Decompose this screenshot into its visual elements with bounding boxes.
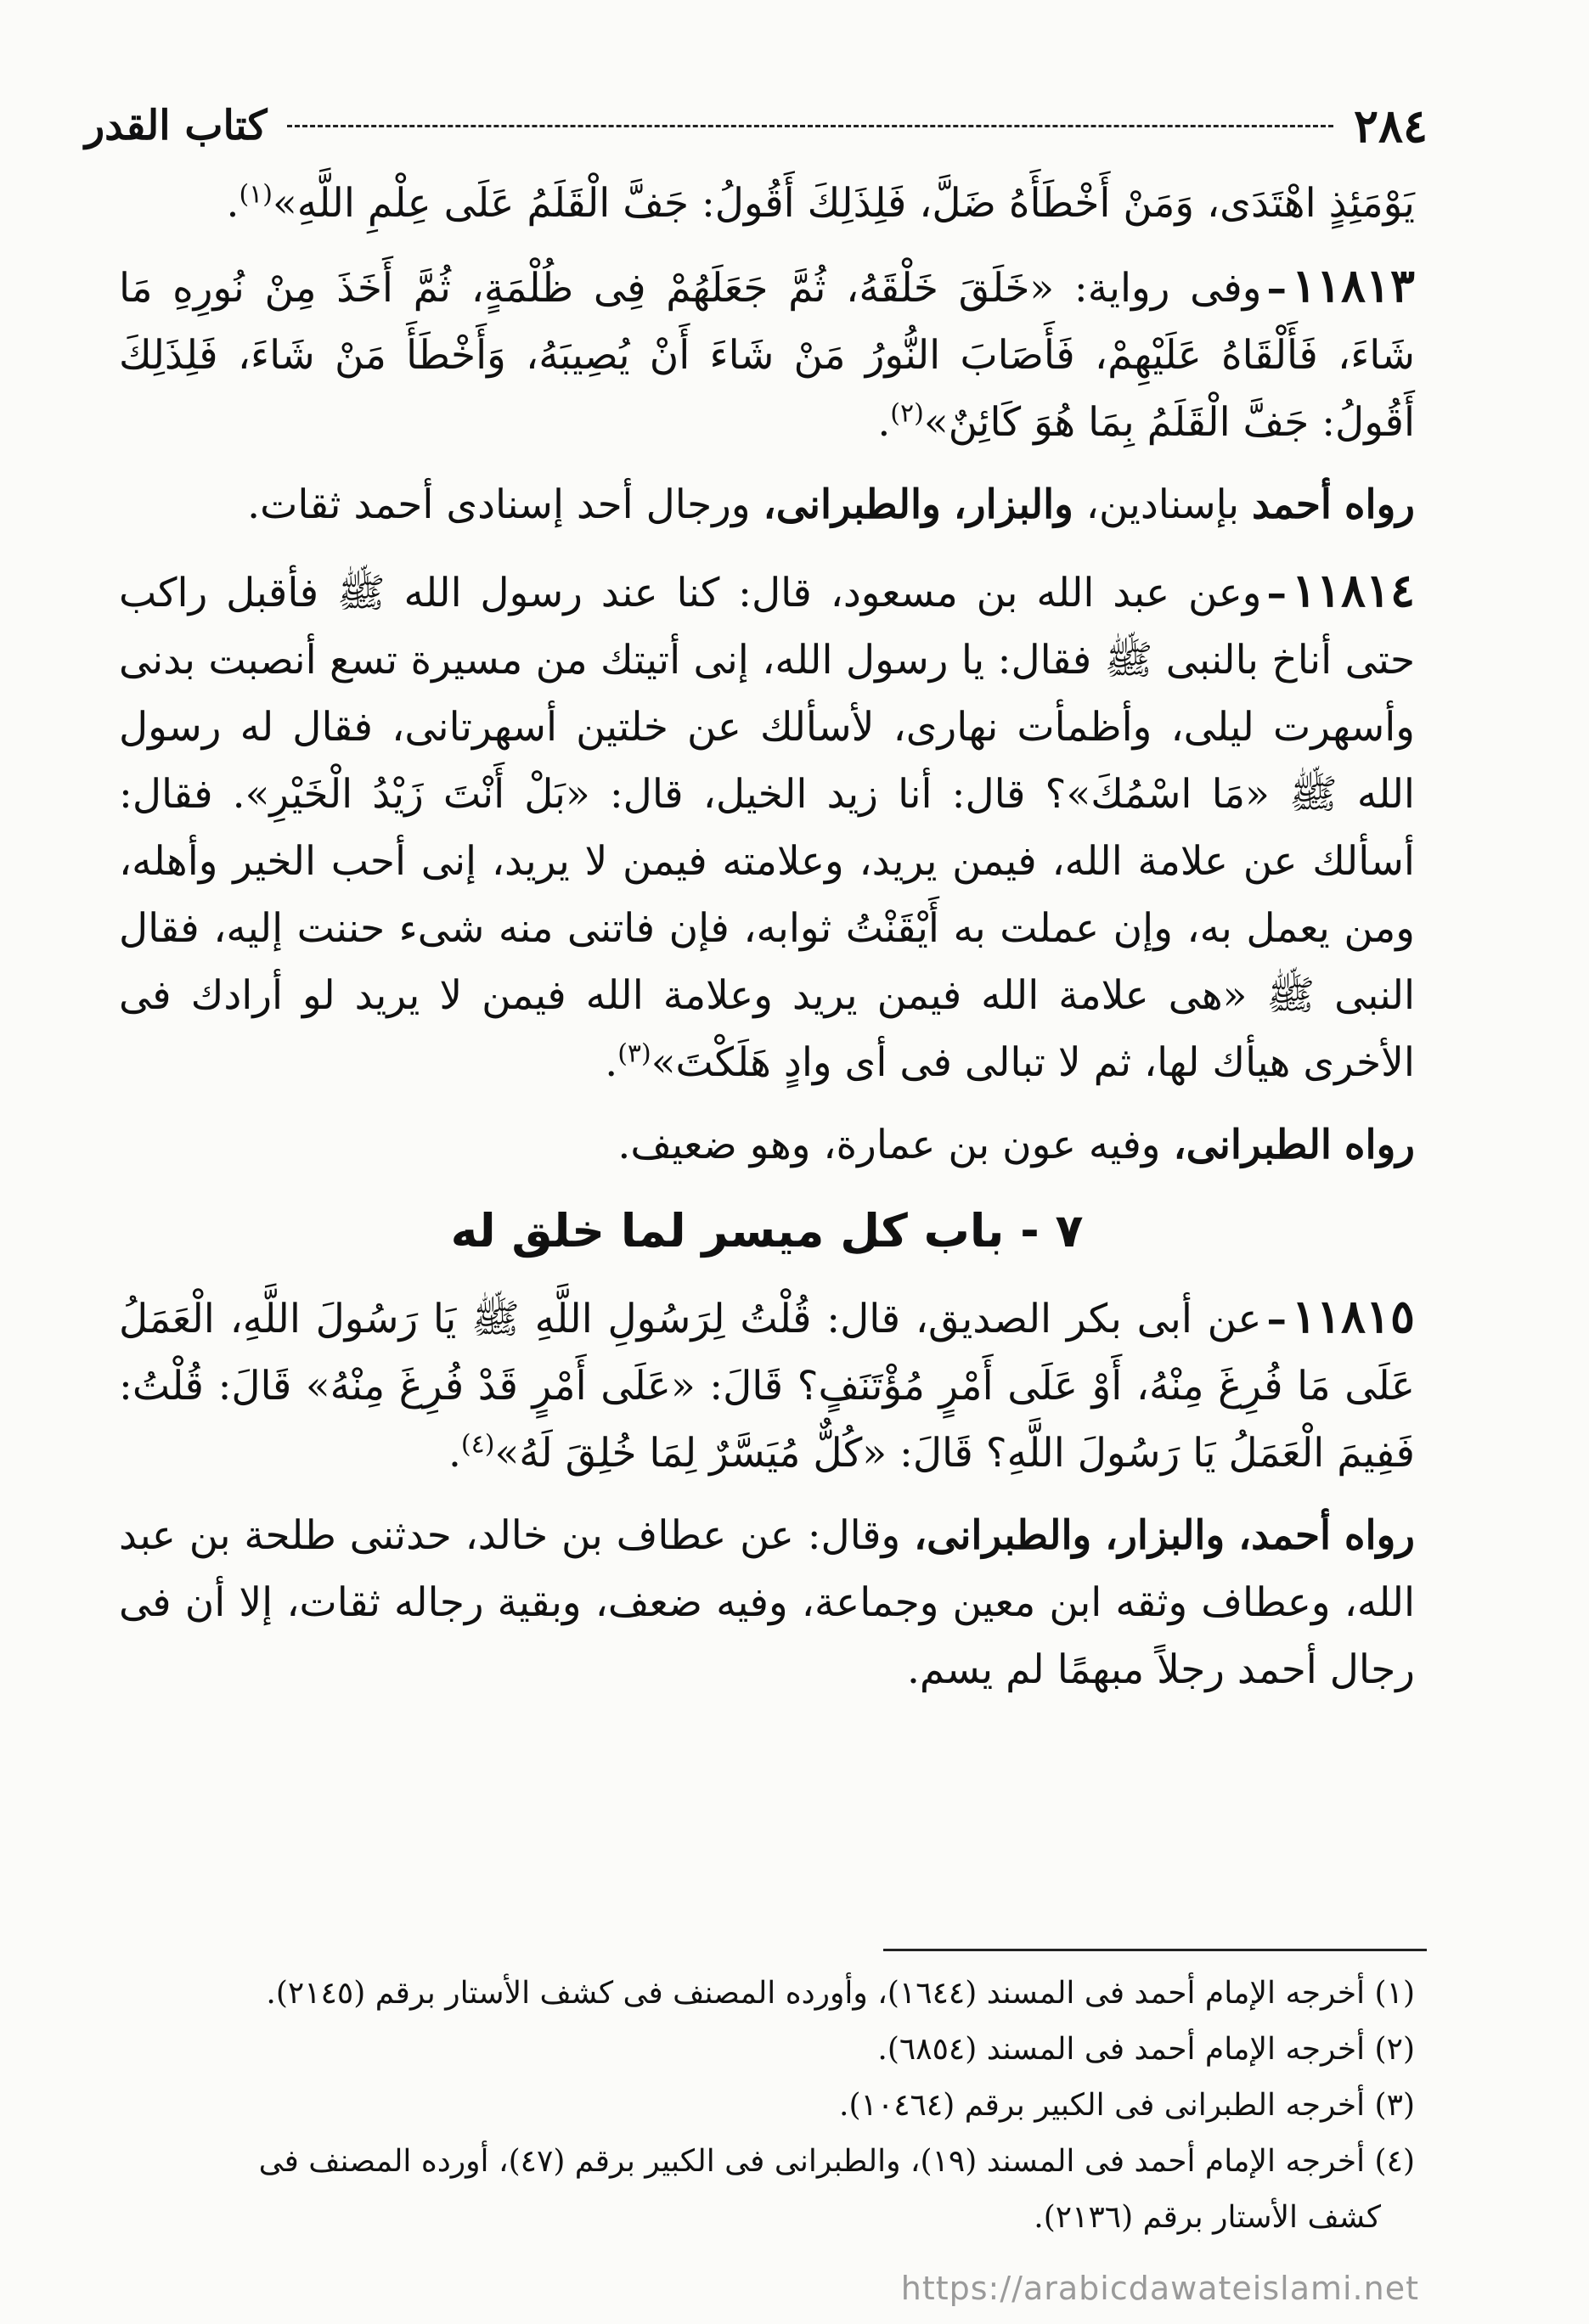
- footnote-1: (١) أخرجه الإمام أحمد فى المسند (١٦٤٤)، وأورده المصنف فى كشف الأستار برقم (٢١٤٥).: [266, 1976, 1415, 2011]
- page-number: ٢٨٤: [1353, 98, 1428, 153]
- watermark: https://arabicdawateislami.net: [900, 2270, 1419, 2307]
- section-heading: ٧ - باب كل ميسر لما خلق له: [450, 1204, 1084, 1258]
- hadith-text: عن أبى بكر الصديق، قال: قُلْتُ لِرَسُولِ اللَّهِ ﷺ يَا رَسُولَ اللَّهِ، الْعَمَلُ عَلَى مَا فُرِغَ مِنْهُ، أَوْ عَلَى أَمْرٍ مُؤْتَنَفٍ؟ قَالَ: «عَلَى أَمْرٍ قَدْ فُرِغَ مِنْهُ» قَالَ: قُلْتُ: فَفِيمَ الْعَمَلُ يَا رَسُولَ اللَّهِ؟ قَالَ: «كُلٌّ مُيَسَّرٌ لِمَا خُلِقَ لَهُ»: [119, 1296, 1415, 1477]
- narration-label: رواه: [1344, 481, 1415, 528]
- footnote-ref: (٣): [617, 1038, 651, 1069]
- narrator-name: أحمد: [1252, 481, 1332, 528]
- narration-note-3: [119, 1502, 1415, 1703]
- narration-note-2: [119, 1111, 1415, 1179]
- hadith-number: ١١٨١٤: [1291, 563, 1415, 617]
- hadith-11815: ١١٨١٥–عن أبى بكر الصديق، قال: قُلْتُ لِرَسُولِ اللَّهِ ﷺ يَا رَسُولَ اللَّهِ، الْعَمَلُ عَلَى مَا فُرِغَ مِنْهُ، أَوْ عَلَى أَمْرٍ مُؤْتَنَفٍ؟ قَالَ: «عَلَى أَمْرٍ قَدْ فُرِغَ مِنْهُ» قَالَ: قُلْتُ: فَفِيمَ الْعَمَلُ يَا رَسُولَ اللَّهِ؟ قَالَ: «كُلٌّ مُيَسَّرٌ لِمَا خُلِقَ لَهُ»$^{(٤)}$.: [119, 1289, 1415, 1477]
- narrator-name: والطبرانى،: [763, 481, 941, 528]
- narrator-name: والبزار،: [953, 481, 1073, 528]
- narrator-name: والطبرانى،: [913, 1512, 1092, 1559]
- continued-hadith: يَوْمَئِذٍ اهْتَدَى، وَمَنْ أَخْطَأَهُ ضَلَّ، فَلِذَلِكَ أَقُولُ: جَفَّ الْقَلَمُ عَلَى عِلْمِ اللَّهِ»$^{(١)}$.: [226, 179, 1415, 227]
- main-text: [119, 170, 1415, 1722]
- narrator-name: أحمد،: [1237, 1512, 1332, 1559]
- hadith-number: ١١٨١٥: [1291, 1289, 1415, 1343]
- narration-label: رواه: [1344, 1512, 1415, 1559]
- hadith-text: يَوْمَئِذٍ اهْتَدَى، وَمَنْ أَخْطَأَهُ ضَلَّ، فَلِذَلِكَ أَقُولُ: جَفَّ الْقَلَمُ عَلَى عِلْمِ اللَّهِ»: [273, 180, 1415, 227]
- hadith-text: وفى رواية: «خَلَقَ خَلْقَهُ، ثُمَّ جَعَلَهُمْ فِى ظُلْمَةٍ، ثُمَّ أَخَذَ مِنْ نُورِهِ مَا شَاءَ، فَأَلْقَاهُ عَلَيْهِمْ، فَأَصَابَ النُّورُ مَنْ شَاءَ أَنْ يُصِيبَهُ، وَأَخْطَأَ مَنْ شَاءَ، فَلِذَلِكَ أَقُولُ: جَفَّ الْقَلَمُ بِمَا هُوَ كَائِنٌ»: [119, 265, 1415, 446]
- hadith-11813: ١١٨١٣–وفى رواية: «خَلَقَ خَلْقَهُ، ثُمَّ جَعَلَهُمْ فِى ظُلْمَةٍ، ثُمَّ أَخَذَ مِنْ نُورِهِ مَا شَاءَ، فَأَلْقَاهُ عَلَيْهِمْ، فَأَصَابَ النُّورُ مَنْ شَاءَ أَنْ يُصِيبَهُ، وَأَخْطَأَ مَنْ شَاءَ، فَلِذَلِكَ أَقُولُ: جَفَّ الْقَلَمُ بِمَا هُوَ كَائِنٌ»$^{(٢)}$.: [119, 258, 1415, 446]
- footnote-4-line-2: كشف الأستار برقم (٢١٣٦).: [1034, 2200, 1381, 2235]
- header-rule: [287, 125, 1333, 127]
- narration-text: ورجال أحد إسنادى أحمد ثقات.: [247, 481, 751, 528]
- footnote-ref: (٢): [890, 398, 924, 429]
- narrator-name: والبزار،: [1105, 1512, 1226, 1559]
- narrator-name: الطبرانى،: [1173, 1122, 1332, 1168]
- footnote-separator: [883, 1949, 1427, 1951]
- footnote-ref: (٤): [460, 1429, 495, 1460]
- footnote-4-line-1: (٤) أخرجه الإمام أحمد فى المسند (١٩)، والطبرانى فى الكبير برقم (٤٧)، أورده المصنف فى: [258, 2144, 1415, 2179]
- hadith-text: وعن عبد الله بن مسعود، قال: كنا عند رسول الله ﷺ فأقبل راكب حتى أناخ بالنبى ﷺ فقال: يا رسول الله، إنى أتيتك من مسيرة تسع أنصبت بدنى وأسهرت ليلى، وأظمأت نهارى، لأسألك عن خلتين أسهرتانى، فقال له رسول الله ﷺ «مَا اسْمُكَ»؟ قال: أنا زيد الخيل، قال: «بَلْ أَنْتَ زَيْدُ الْخَيْرِ». فقال: أسألك عن علامة الله، فيمن يريد، وعلامته فيمن لا يريد، إنى أحب الخير وأهله، ومن يعمل به، وإن عملت به أَيْقَنْتُ ثوابه، فإن فاتنى منه شىء حننت إليه، فقال النبى ﷺ «هى علامة الله فيمن يريد وعلامة الله فيمن لا يريد لو أرادك فى الأخرى هيأك لها، ثم لا تبالى فى أى وادٍ هَلَكْتَ»: [119, 570, 1415, 1086]
- narration-note-1: [119, 471, 1415, 538]
- narration-label: رواه: [1344, 1122, 1415, 1168]
- narration-text: وفيه عون بن عمارة، وهو ضعيف.: [617, 1122, 1161, 1168]
- book-title: كتاب القدر: [85, 102, 268, 149]
- hadith-11814: ١١٨١٤–وعن عبد الله بن مسعود، قال: كنا عند رسول الله ﷺ فأقبل راكب حتى أناخ بالنبى ﷺ فقال: يا رسول الله، إنى أتيتك من مسيرة تسع أنصبت بدنى وأسهرت ليلى، وأظمأت نهارى، لأسألك عن خلتين أسهرتانى، فقال له رسول الله ﷺ «مَا اسْمُكَ»؟ قال: أنا زيد الخيل، قال: «بَلْ أَنْتَ زَيْدُ الْخَيْرِ». فقال: أسألك عن علامة الله، فيمن يريد، وعلامته فيمن لا يريد، إنى أحب الخير وأهله، ومن يعمل به، وإن عملت به أَيْقَنْتُ ثوابه، فإن فاتنى منه شىء حننت إليه، فقال النبى ﷺ «هى علامة الله فيمن يريد وعلامة الله فيمن لا يريد لو أرادك فى الأخرى هيأك لها، ثم لا تبالى فى أى وادٍ هَلَكْتَ»$^{(٣)}$.: [119, 563, 1415, 1086]
- footnote-3: (٣) أخرجه الطبرانى فى الكبير برقم (١٠٤٦٤).: [839, 2088, 1415, 2123]
- footnote-4: [127, 2134, 1415, 2246]
- narration-text: وقال: عن عطاف بن خالد، حدثنى طلحة بن عبد الله، وعطاف وثقه ابن معين وجماعة، وفيه ضعف، وبقية رجاله ثقات، إلا أن فى رجال أحمد رجلاً مبهمًا لم يسم.: [119, 1512, 1415, 1693]
- page-header: [85, 92, 1428, 160]
- narration-text: بإسنادين،: [1085, 481, 1240, 528]
- footnote-ref: (١): [239, 179, 273, 210]
- hadith-number: ١١٨١٣: [1291, 258, 1415, 312]
- footnote-2: (٢) أخرجه الإمام أحمد فى المسند (٦٨٥٤).: [877, 2032, 1415, 2067]
- footnotes: [127, 1966, 1415, 2246]
